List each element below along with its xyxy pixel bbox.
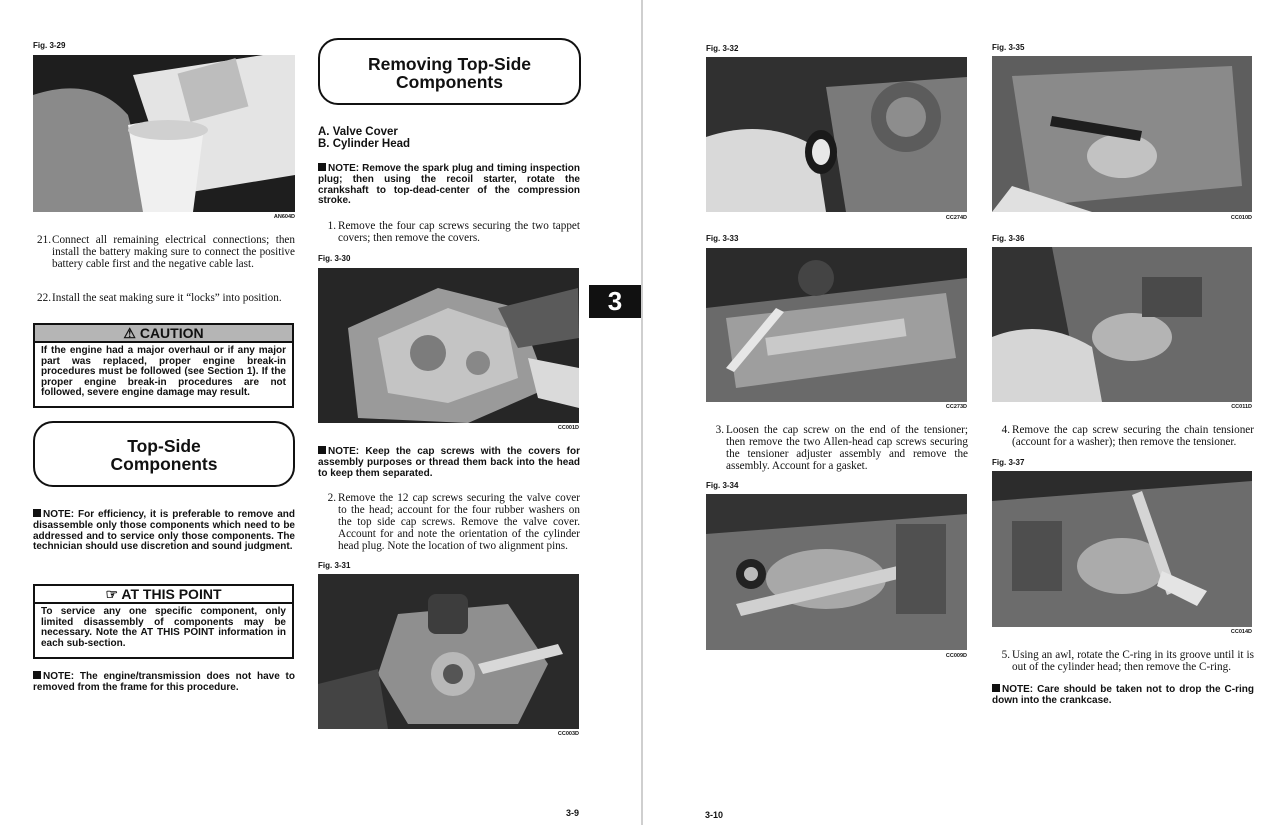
note-square-icon bbox=[318, 446, 326, 454]
step-2-number: 2. bbox=[327, 492, 336, 504]
step-22-text: Install the seat making sure it “locks” into position. bbox=[52, 292, 282, 304]
removing-title-line1: Removing Top-Side bbox=[367, 54, 531, 74]
page-number-right: 3-10 bbox=[705, 810, 724, 820]
step-4-text: Remove the cap screw securing the chain tensioner (account for a washer); then remove the tensioner. bbox=[1012, 424, 1254, 448]
fig-3-29-photo bbox=[33, 55, 295, 212]
caution-triangle-icon: ⚠ bbox=[123, 325, 136, 341]
top-side-title-line1: Top-Side bbox=[127, 436, 201, 456]
step-2 bbox=[318, 492, 580, 552]
note-cring-text: NOTE: Care should be taken not to drop the C-ring down into the crankcase. bbox=[992, 684, 1254, 706]
fig-3-32-photo bbox=[706, 57, 967, 212]
fig-3-32-code: CC274D bbox=[945, 215, 967, 221]
note-keep-screws-text: NOTE: Keep the cap screws with the covers for assembly purposes or thread them back into the head to keep them separated. bbox=[318, 446, 580, 479]
fig-3-35-photo bbox=[992, 56, 1252, 212]
removing-top-side-title bbox=[318, 38, 581, 105]
fig-3-30-photo bbox=[318, 268, 579, 423]
fig-3-32-label: Fig. 3-32 bbox=[706, 44, 739, 53]
caution-box bbox=[33, 323, 294, 408]
removing-title-line2: Components bbox=[396, 72, 503, 92]
note-efficiency-text: NOTE: For efficiency, it is preferable to remove and disassemble only those components which need to be addressed and to service only those components. The technician should use discretion and sound judgment. bbox=[33, 509, 295, 553]
at-this-point-title: AT THIS POINT bbox=[121, 586, 222, 602]
at-this-point-text: To service any one specific component, only limited disassembly of components may be necessary. Note the AT THIS POINT information in each sub-section. bbox=[41, 606, 286, 649]
step-1 bbox=[318, 220, 580, 244]
fig-3-37-label: Fig. 3-37 bbox=[992, 458, 1025, 467]
pointing-hand-icon: ☞ bbox=[105, 586, 119, 602]
right-page bbox=[643, 0, 1280, 825]
step-3-number: 3. bbox=[715, 424, 724, 436]
caution-title: CAUTION bbox=[139, 325, 204, 341]
note-square-icon bbox=[318, 163, 326, 171]
fig-3-36-label: Fig. 3-36 bbox=[992, 234, 1025, 243]
step-5-text: Using an awl, rotate the C-ring in its groove until it is out of the cylinder head; then remove the C-ring. bbox=[1012, 649, 1254, 673]
fig-3-31-label: Fig. 3-31 bbox=[318, 561, 351, 570]
fig-3-34-code: CC009D bbox=[945, 653, 967, 659]
step-5 bbox=[992, 649, 1254, 673]
step-3 bbox=[706, 424, 968, 472]
step-21 bbox=[33, 234, 295, 270]
top-side-components-title bbox=[33, 421, 295, 487]
fig-3-36-code: CC011D bbox=[1231, 404, 1252, 410]
fig-3-33-label: Fig. 3-33 bbox=[706, 234, 739, 243]
note-cring bbox=[992, 684, 1254, 707]
step-22-number: 22. bbox=[37, 292, 51, 304]
fig-3-36-photo bbox=[992, 247, 1252, 402]
step-5-number: 5. bbox=[1001, 649, 1010, 661]
top-side-title-line2: Components bbox=[110, 454, 218, 474]
section-tab-marker: 3 bbox=[589, 285, 641, 318]
fig-3-34-photo bbox=[706, 494, 967, 650]
page-number-left: 3-9 bbox=[566, 808, 580, 818]
fig-3-30-label: Fig. 3-30 bbox=[318, 254, 351, 263]
caution-header bbox=[35, 325, 292, 343]
step-3-text: Loosen the cap screw on the end of the tensioner; then remove the two Allen-head cap screws securing the tensioner adjuster assembly and remove the assembly. Account for a gasket. bbox=[726, 424, 968, 472]
fig-3-30-code: CC001D bbox=[557, 425, 579, 431]
note-square-icon bbox=[33, 671, 41, 679]
subhead-cylinder-head: B. Cylinder Head bbox=[318, 138, 411, 150]
fig-3-35-code: CC010D bbox=[1230, 215, 1252, 221]
step-21-text: Connect all remaining electrical connections; then install the battery making sure to connect the positive battery cable first and the negative cable last. bbox=[52, 234, 295, 270]
at-this-point-header bbox=[35, 586, 292, 604]
fig-3-31-code: CC003D bbox=[557, 731, 579, 737]
fig-3-37-code: CC014D bbox=[1230, 629, 1252, 635]
fig-3-35-label: Fig. 3-35 bbox=[992, 43, 1025, 52]
fig-3-37-photo bbox=[992, 471, 1252, 627]
step-21-number: 21. bbox=[37, 234, 51, 246]
fig-3-34-label: Fig. 3-34 bbox=[706, 481, 739, 490]
fig-3-31-photo bbox=[318, 574, 579, 729]
step-4 bbox=[992, 424, 1254, 448]
note-efficiency bbox=[33, 509, 295, 553]
step-4-number: 4. bbox=[1001, 424, 1010, 436]
note-spark-plug bbox=[318, 163, 580, 207]
note-square-icon bbox=[992, 684, 1000, 692]
fig-3-33-photo bbox=[706, 248, 967, 402]
step-2-text: Remove the 12 cap screws securing the valve cover to the head; account for the four rubber washers on the top side cap screws. Remove the valve cover. Account for and note the orientation of the cylinder head plug. Note the location of two alignment pins. bbox=[338, 492, 580, 552]
caution-text: If the engine had a major overhaul or if any major part was replaced, proper engine break-in procedures must be followed (see Section 1). If the proper engine break-in procedures are not followed, severe engine damage may result. bbox=[41, 345, 286, 399]
fig-3-29-label: Fig. 3-29 bbox=[33, 41, 66, 50]
step-22 bbox=[33, 292, 295, 304]
note-frame bbox=[33, 671, 295, 694]
note-frame-text: NOTE: The engine/transmission does not have to removed from the frame for this procedure. bbox=[33, 671, 295, 693]
note-spark-plug-text: NOTE: Remove the spark plug and timing inspection plug; then using the recoil starter, rotate the crankshaft to top-dead-center of the compression stroke. bbox=[318, 163, 580, 207]
note-keep-screws bbox=[318, 446, 580, 479]
fig-3-33-code: CC273D bbox=[945, 404, 967, 410]
step-1-number: 1. bbox=[327, 220, 336, 232]
subhead-valve-cover: A. Valve Cover bbox=[318, 126, 398, 138]
at-this-point-box bbox=[33, 584, 294, 659]
step-1-text: Remove the four cap screws securing the two tappet covers; then remove the covers. bbox=[338, 220, 580, 244]
fig-3-29-code: AN604D bbox=[273, 214, 295, 220]
note-square-icon bbox=[33, 509, 41, 517]
